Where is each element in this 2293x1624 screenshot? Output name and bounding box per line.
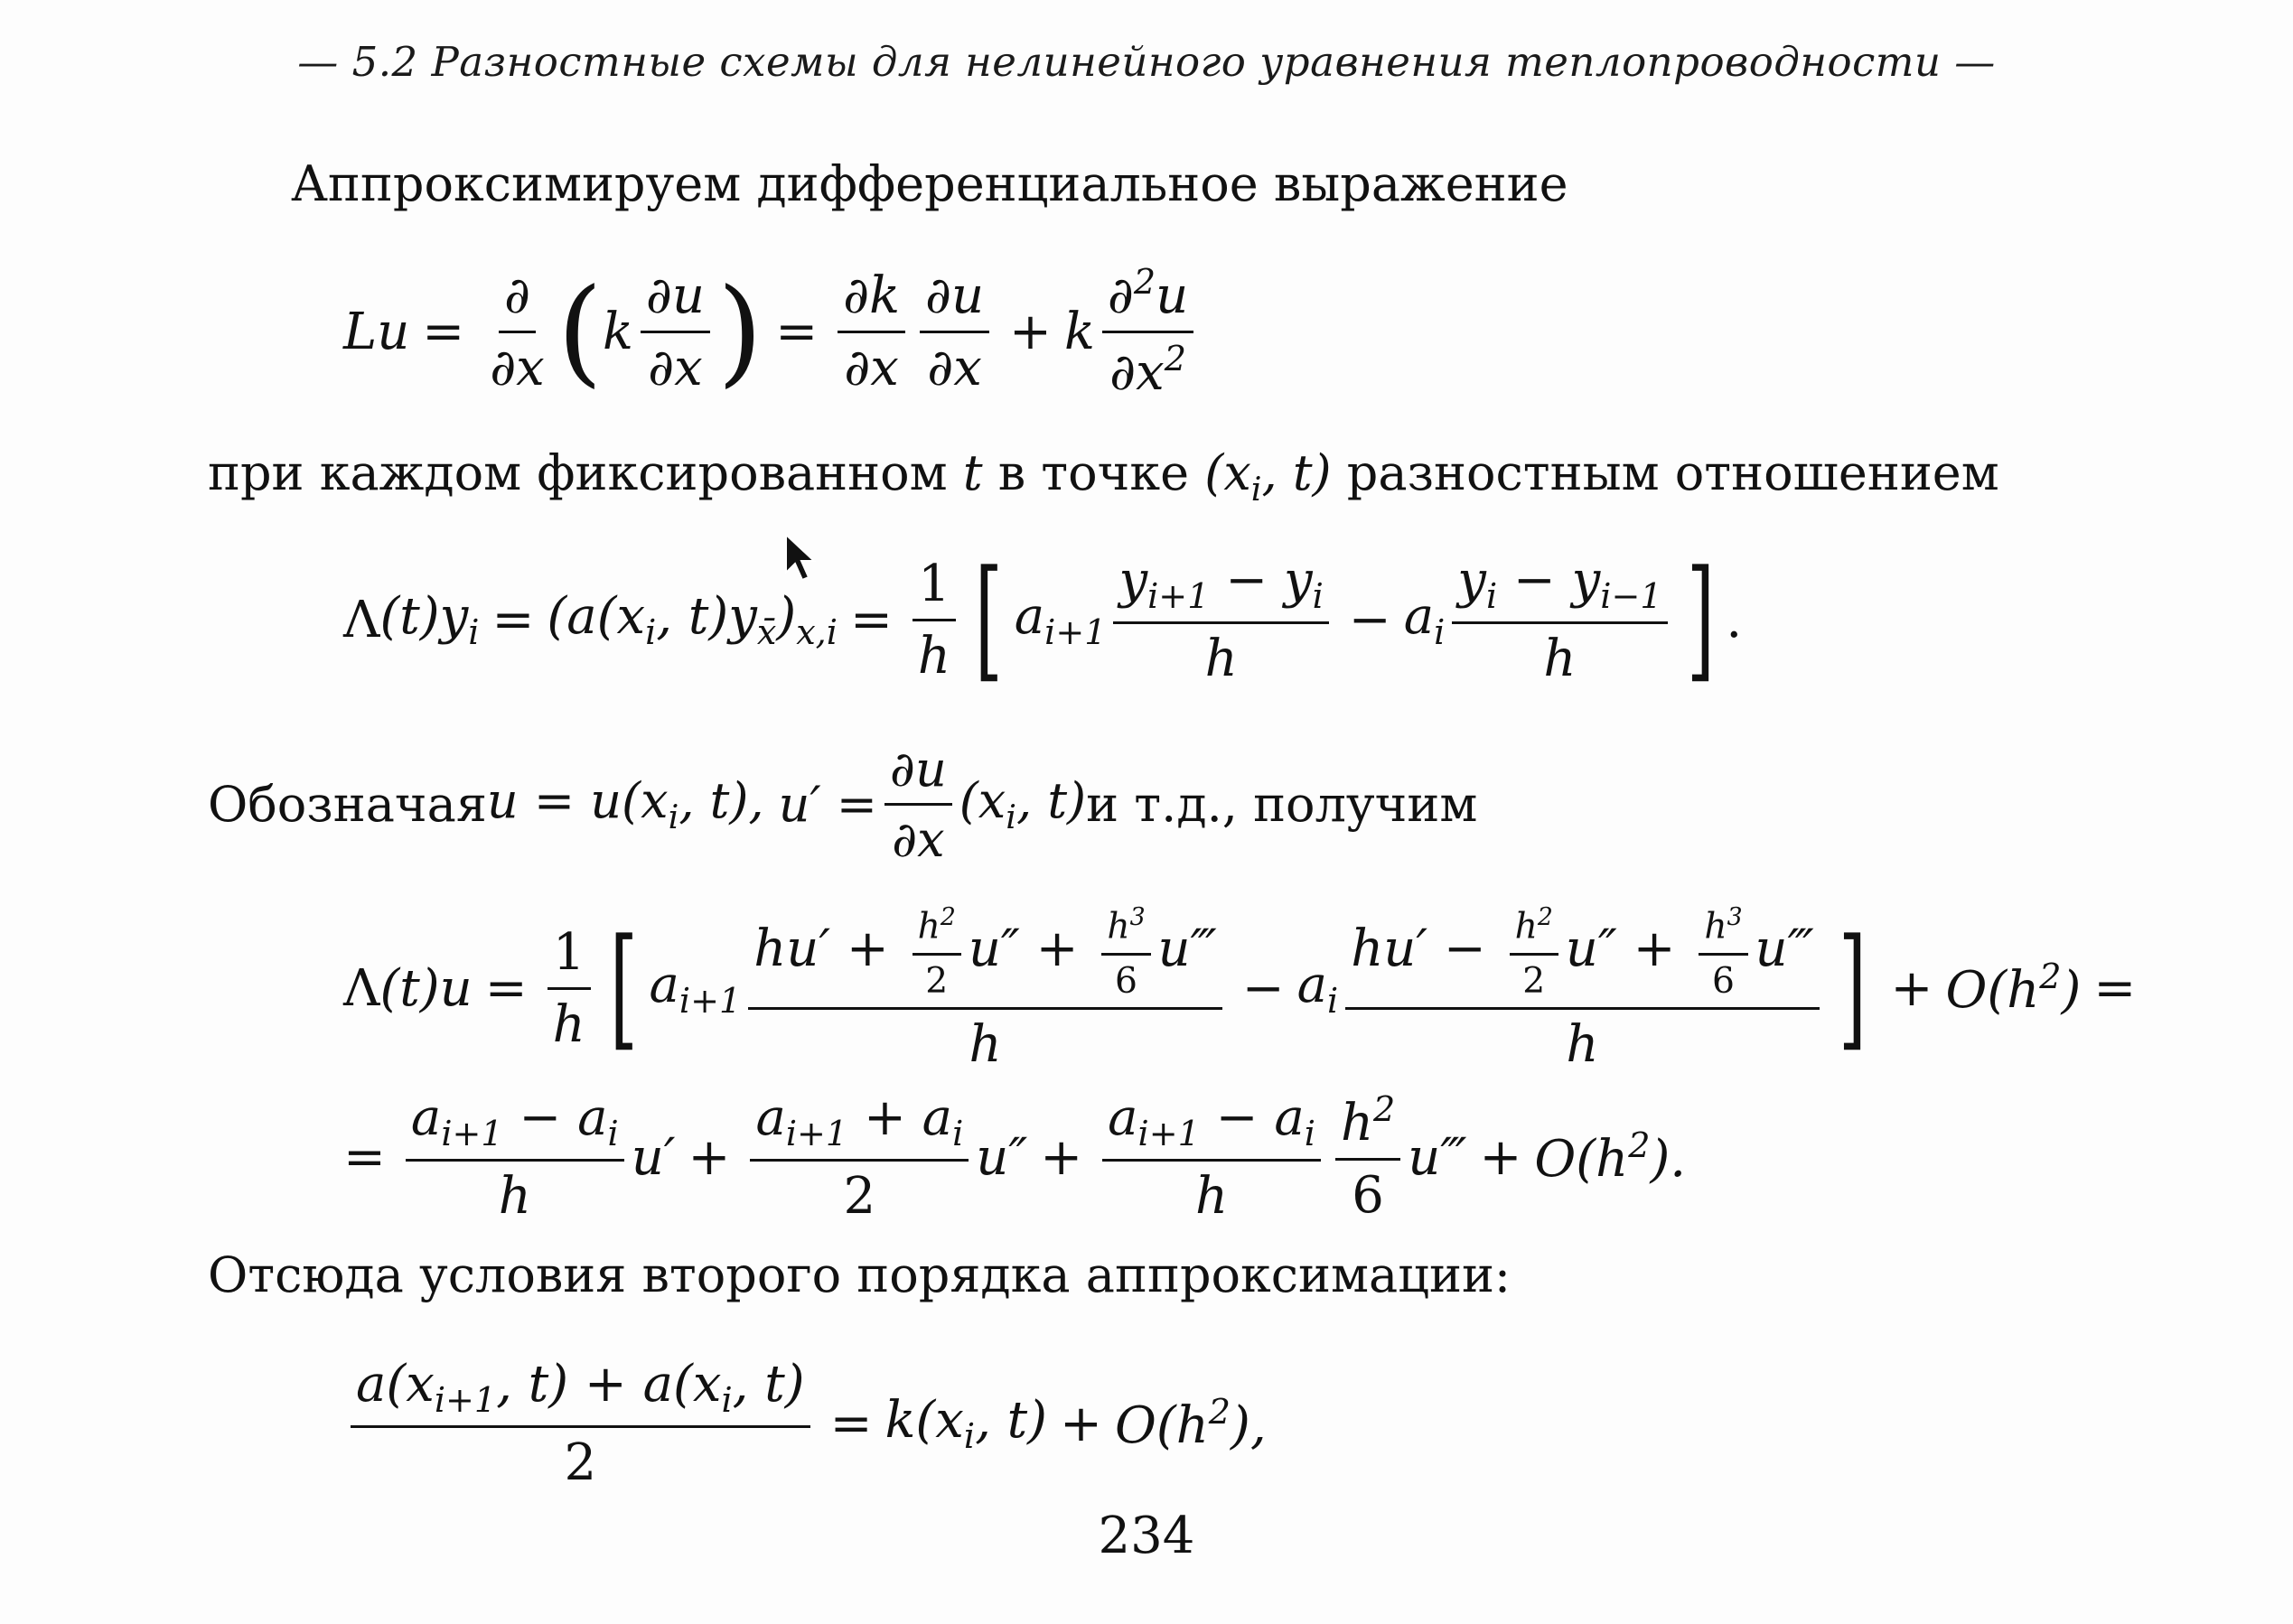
paragraph-notation-part2: и т.д., получим (1086, 776, 1478, 833)
paragraph-fixed-t: при каждом фиксированном t в точке ($x_i$, t) разностным отношением (208, 444, 1999, 509)
paragraph-approximate: Аппроксимируем дифференциальное выражение (291, 155, 1568, 212)
equation-lu: Lu = $\frac{\partial}{\partial x}$ ( k $\frac{\partial u}{\partial x}$ ) = $\frac{\partial k}{\partial x}$ $\frac{\partial u}{\partial x}$ + k $\frac{\partial^2u}{\partial x^2}$ (343, 262, 1201, 402)
equation-condition: $\frac{a(x_{i+1}, t) + a(x_i, t)}{2}$ = $k(x_i$, t) + $O(h^2)$, (343, 1355, 1267, 1492)
equation-expansion: = $\frac{a_{i+1} - a_i}{h}$ u′ + $\frac{a_{i+1} + a_i}{2}$ u″ + $\frac{a_{i+1} - a_i}{h}$ $\frac{h^2}{6}$ u‴ + $O(h^2)$. (343, 1088, 1687, 1227)
paragraph-conditions: Отсюда условия второго порядка аппроксимации: (208, 1246, 1512, 1303)
paragraph-notation: Обозначая $u = u(x_i$, t), u′ = $\frac{\partial u}{\partial x}$ ($x_i$, t) и т.д., получим (208, 741, 1478, 868)
paragraph-fixed-t-part3: разностным отношением (1331, 444, 1999, 501)
equation-lambda-y: Λ $(t)y_i$ = ($a(x_i$, $t)y_{x̄})_{x,i}$ = $\frac{1}{h}$ [ $a_{i+1}$ $\frac{y_{i+1} - y_i}{h}$ − $a_i$ $\frac{y_i - y_{i-1}}{h}$ ] . (343, 542, 1743, 695)
paragraph-fixed-t-part2: в точке (982, 444, 1205, 501)
page-number: 234 (1098, 1507, 1195, 1565)
paragraph-fixed-t-part1: при каждом фиксированном (208, 444, 963, 501)
running-header: — 5.2 Разностные схемы для нелинейного уравнения теплопроводности — (297, 38, 1996, 86)
paragraph-notation-part1: Обозначая (208, 776, 487, 833)
mouse-pointer-icon (784, 533, 820, 583)
equation-lambda-u: Λ (t)u = $\frac{1}{h}$ [ $a_{i+1}$ hu′ + $\frac{h^2}{2}$ u″ + $\frac{h^3}{6}$ u‴ h − $a_i$ hu′ − $\frac{h^2}{2}$ u″ + $\frac{h^3}{6}$ u‴ h ] + $O(h^2)$ = (343, 903, 2137, 1074)
